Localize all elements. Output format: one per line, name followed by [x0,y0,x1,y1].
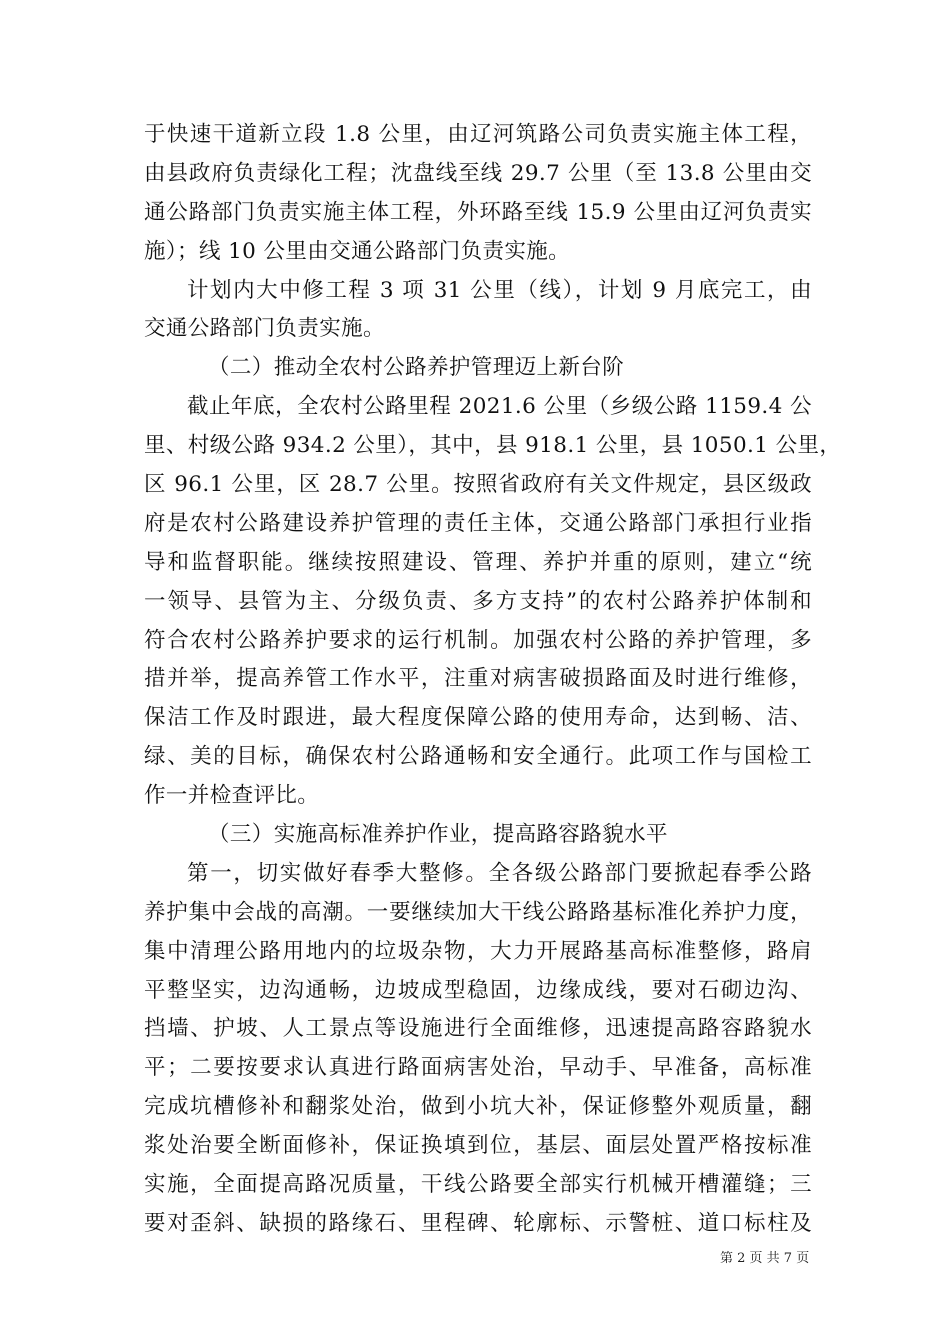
page-number: 第 2 页 共 7 页 [720,1251,810,1266]
paragraph-line: 截止年底，全农村公路里程 2021.6 公里（乡级公路 1159.4 公 [187,394,812,420]
paragraph-line: 平；二要按要求认真进行路面病害处治，早动手、早准备，高标准 [144,1055,812,1081]
paragraph-line: 挡墙、护坡、人工景点等设施进行全面维修，迅速提高路容路貌水 [144,1016,812,1042]
paragraph-line: 绿、美的目标，确保农村公路通畅和安全通行。此项工作与国检工 [144,744,812,770]
paragraph-line: 于快速干道新立段 1.8 公里，由辽河筑路公司负责实施主体工程， [144,122,812,147]
paragraph-line: 由县政府负责绿化工程；沈盘线至线 29.7 公里（至 13.8 公里由交 [144,160,812,186]
section-heading: （三）实施高标准养护作业，提高路容路貌水平 [208,822,668,848]
section-heading: （二）推动全农村公路养护管理迈上新台阶 [208,355,625,381]
paragraph-line: 完成坑槽修补和翻浆处治，做到小坑大补，保证修整外观质量，翻 [144,1094,812,1120]
document-body [144,116,842,1244]
paragraph-line: 要对歪斜、缺损的路缘石、里程碑、轮廓标、示警桩、道口标柱及 [144,1210,812,1236]
paragraph-line: 第一，切实做好春季大整修。全各级公路部门要掀起春季公路 [187,860,812,886]
paragraph-line: 养护集中会战的高潮。一要继续加大干线公路路基标准化养护力度， [144,899,812,925]
paragraph-line: 浆处治要全断面修补，保证换填到位，基层、面层处置严格按标准 [144,1133,812,1159]
paragraph-line: 导和监督职能。继续按照建设、管理、养护并重的原则，建立“统 [144,549,812,575]
paragraph-line: 实施，全面提高路况质量，干线公路要全部实行机械开槽灌缝；三 [144,1172,812,1198]
paragraph-line: 符合农村公路养护要求的运行机制。加强农村公路的养护管理，多 [144,627,812,653]
paragraph-line: 交通公路部门负责实施。 [144,316,385,342]
paragraph-line: 计划内大中修工程 3 项 31 公里（线），计划 9 月底完工，由 [187,277,812,303]
paragraph-line: 府是农村公路建设养护管理的责任主体，交通公路部门承担行业指 [144,510,812,536]
paragraph-line: 施）；线 10 公里由交通公路部门负责实施。 [144,238,571,264]
paragraph-line: 一领导、县管为主、分级负责、多方支持”的农村公路养护体制和 [144,588,812,614]
paragraph-line: 里、村级公路 934.2 公里），其中，县 918.1 公里，县 1050.1 公里， [144,433,842,459]
paragraph-line: 集中清理公路用地内的垃圾杂物，大力开展路基高标准整修，路肩 [144,938,812,964]
paragraph-line: 通公路部门负责实施主体工程，外环路至线 15.9 公里由辽河负责实 [144,199,812,225]
paragraph-line: 平整坚实，边沟通畅，边坡成型稳固，边缘成线，要对石砌边沟、 [144,977,812,1003]
paragraph-line: 作一并检查评比。 [144,783,320,809]
paragraph-line: 区 96.1 公里，区 28.7 公里。按照省政府有关文件规定，县区级政 [144,472,812,498]
paragraph-line: 保洁工作及时跟进，最大程度保障公路的使用寿命，达到畅、洁、 [144,705,812,731]
paragraph-line: 措并举，提高养管工作水平，注重对病害破损路面及时进行维修， [144,666,812,692]
